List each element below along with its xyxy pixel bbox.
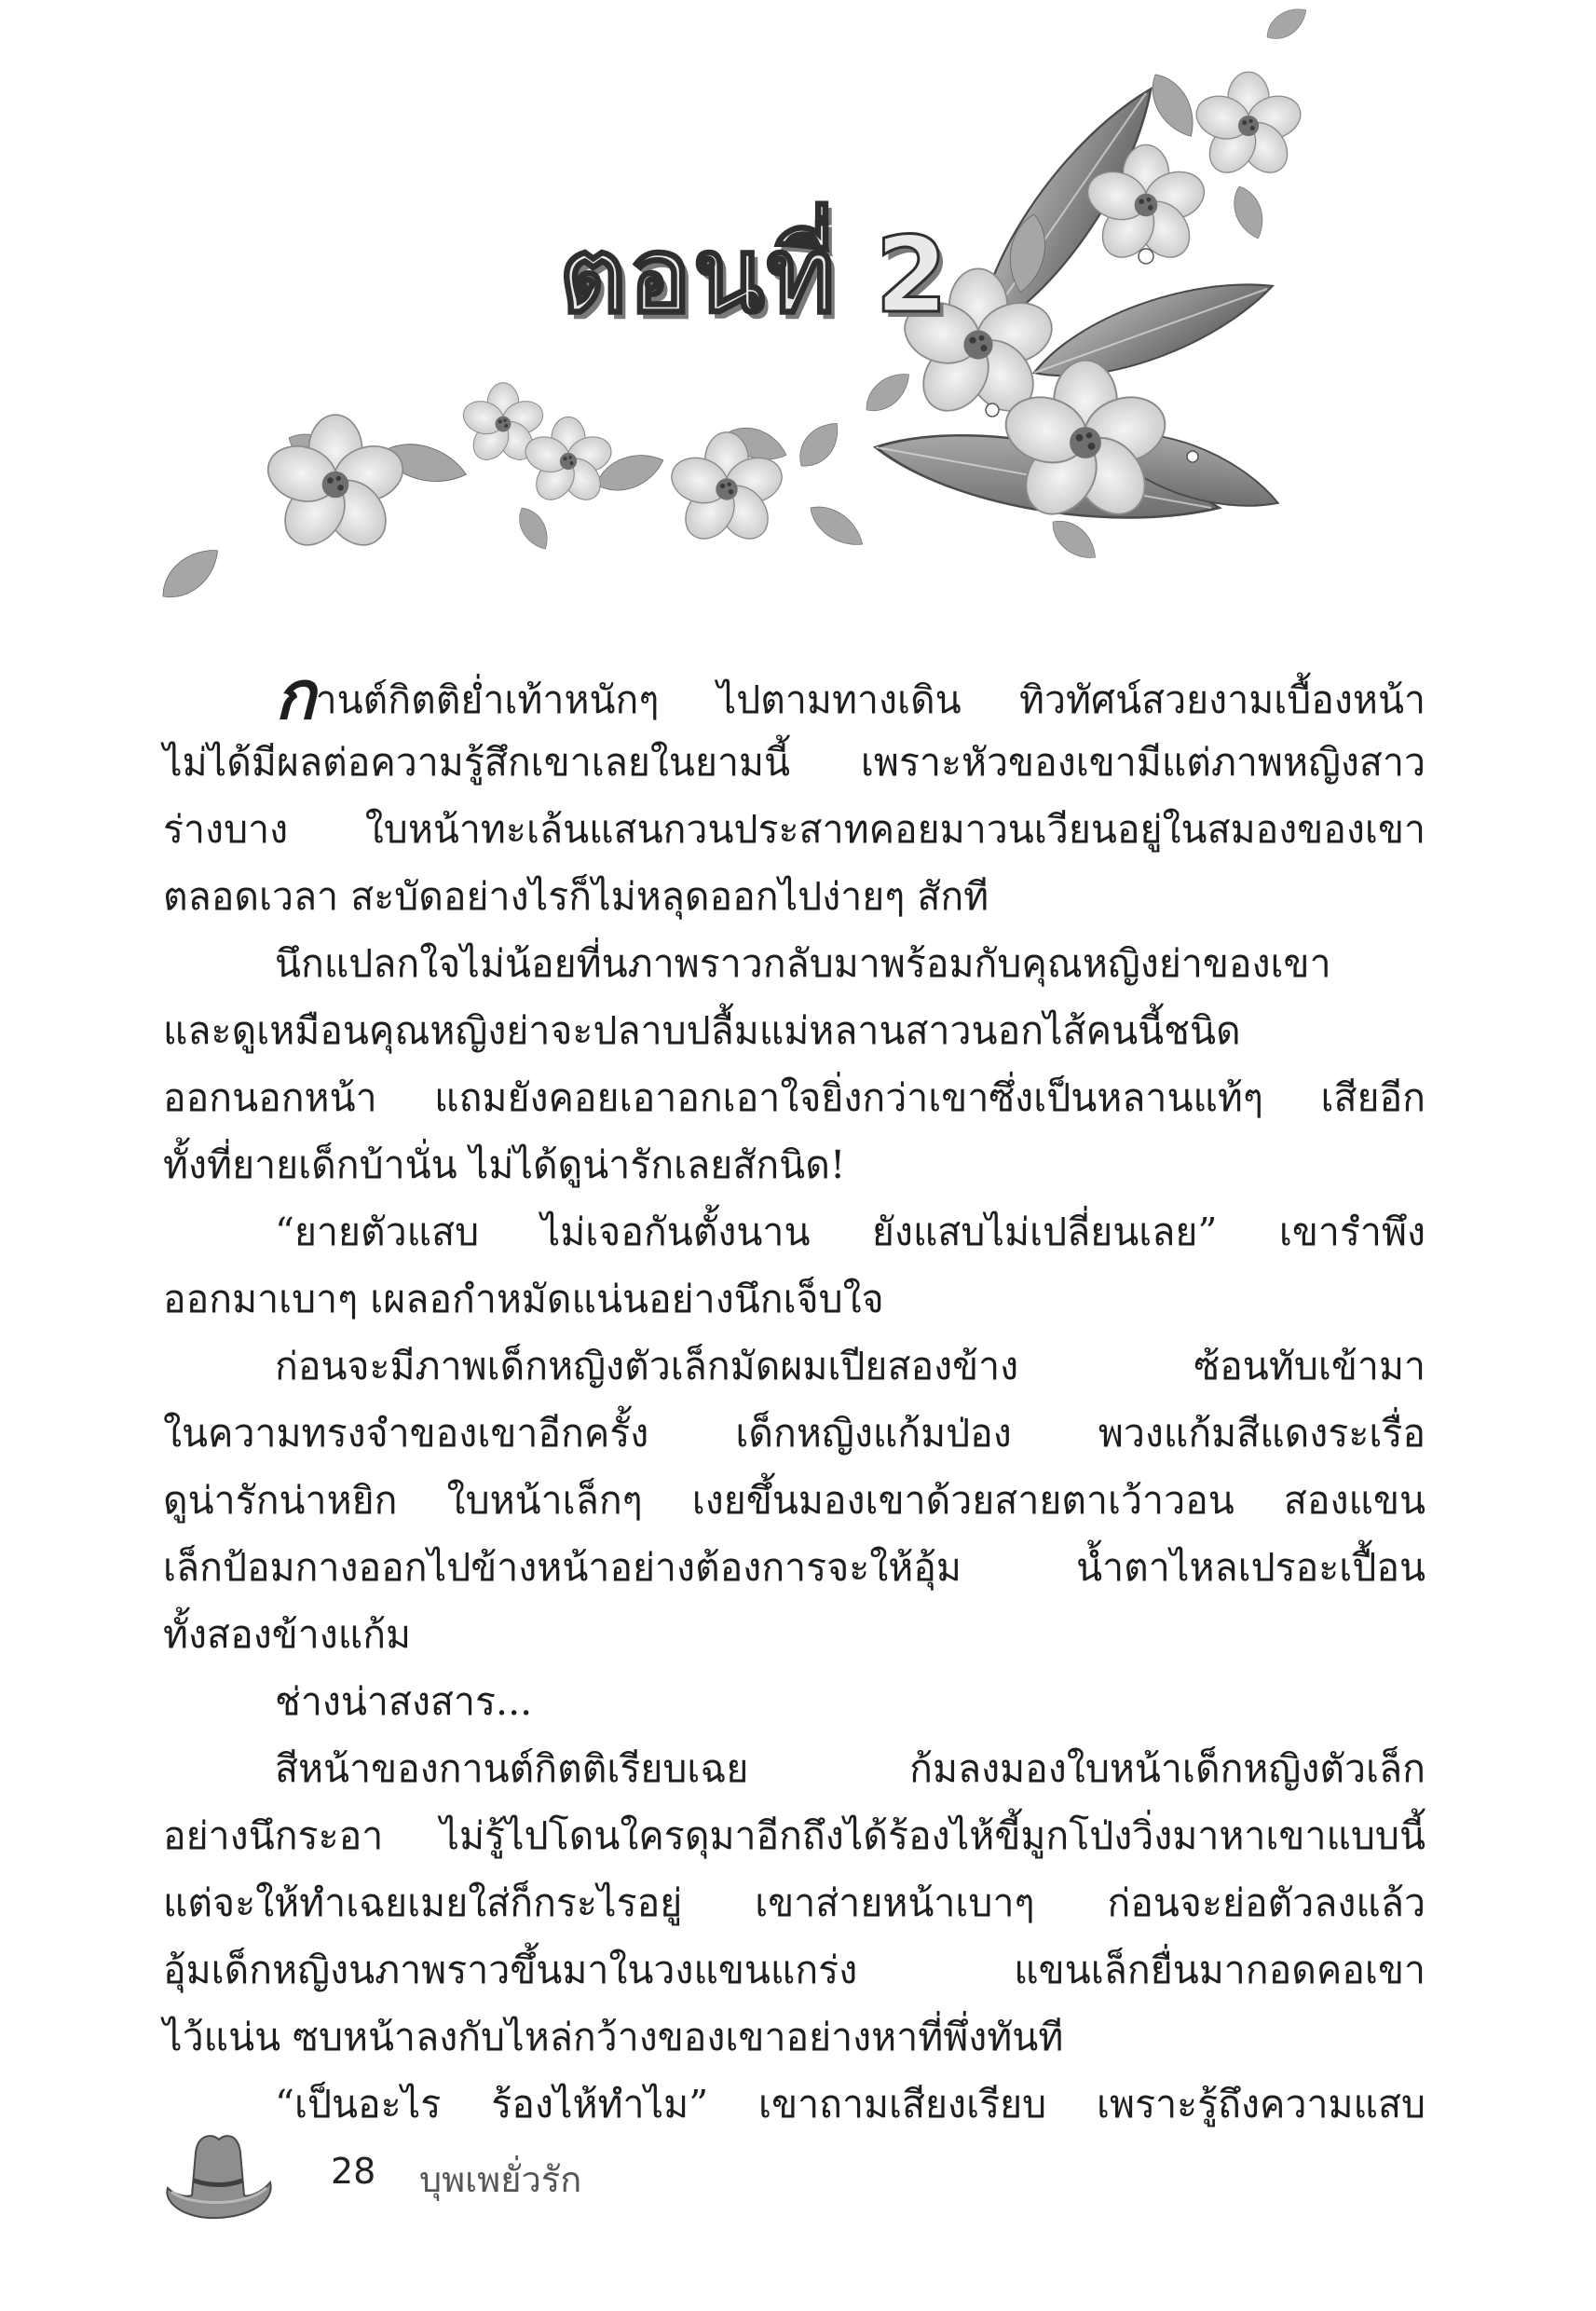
text-line [163, 655, 1425, 734]
chapter-title: ตอนที่ 2 [559, 215, 950, 336]
text-line: นึกแปลกใจไม่น้อยที่นภาพราวกลับมาพร้อมกับคุณหญิงย่าของเขา [275, 941, 1331, 986]
page-number: 28 [331, 2151, 376, 2192]
book-title: บุพเพยั่วรัก [419, 2159, 582, 2200]
text-line: ไม่ได้มีผลต่อความรู้สึกเขาเลยในยามนี้ เพราะหัวของเขามีแต่ภาพหญิงสาว [163, 740, 1425, 785]
story-body [163, 655, 1425, 2138]
text-line: เล็กป้อมกางออกไปข้างหน้าอย่างต้องการจะให้อุ้ม น้ำตาไหลเปรอะเปื้อน [163, 1545, 1425, 1590]
text-line: ออกมาเบาๆ เผลอกำหมัดแน่นอย่างนึกเจ็บใจ [163, 1277, 884, 1321]
text-line: ตลอดเวลา สะบัดอย่างไรก็ไม่หลุดออกไปง่ายๆ สักที [163, 874, 989, 919]
text-line: อย่างนึกระอา ไม่รู้ไปโดนใครดุมาอีกถึงได้ร้องไห้ขี้มูกโป่งวิ่งมาหาเขาแบบนี้ [163, 1813, 1425, 1858]
text-line: “ยายตัวแสบ ไม่เจอกันตั้งนาน ยังแสบไม่เปลี่ยนเลย” เขารำพึง [275, 1210, 1425, 1254]
text-line: อุ้มเด็กหญิงนภาพราวขึ้นมาในวงแขนแกร่ง แขนเล็กยื่นมากอดคอเขา [163, 1948, 1425, 1992]
cowboy-hat-icon [158, 2115, 280, 2227]
text-line: ก่อนจะมีภาพเด็กหญิงตัวเล็กมัดผมเปียสองข้าง ซ้อนทับเข้ามา [275, 1344, 1425, 1388]
page-footer [158, 2115, 997, 2227]
text-line: ทั้งสองข้างแก้ม [163, 1612, 412, 1657]
drop-cap: ก [275, 655, 316, 734]
text-line: ดูน่ารักน่าหยิก ใบหน้าเล็กๆ เงยขึ้นมองเขาด้วยสายตาเว้าวอน สองแขน [163, 1478, 1425, 1523]
text-line: และดูเหมือนคุณหญิงย่าจะปลาบปลื้มแม่หลานสาวนอกไส้คนนี้ชนิด [163, 1008, 1241, 1053]
text-line: ทั้งที่ยายเด็กบ้านั่น ไม่ได้ดูน่ารักเลยสักนิด! [163, 1142, 846, 1187]
text-line: ออกนอกหน้า แถมยังคอยเอาอกเอาใจยิ่งกว่าเขาซึ่งเป็นหลานแท้ๆ เสียอีก [163, 1075, 1425, 1120]
text-line: “เป็นอะไร ร้องไห้ทำไม” เขาถามเสียงเรียบ เพราะรู้ถึงความแสบ [275, 2082, 1425, 2126]
text-line: ช่างน่าสงสาร... [275, 1679, 533, 1724]
text-line: ไว้แน่น ซบหน้าลงกับไหล่กว้างของเขาอย่างหาที่พึ่งทันที [163, 2015, 1064, 2059]
text-line: แต่จะให้ทำเฉยเมยใส่ก็กระไรอยู่ เขาส่ายหน้าเบาๆ ก่อนจะย่อตัวลงแล้ว [163, 1880, 1425, 1925]
text-line-content: านต์กิตติย่ำเท้าหนักๆ ไปตามทางเดิน ทิวทัศน์สวยงามเบื้องหน้า [315, 677, 1425, 722]
text-line: ในความทรงจำของเขาอีกครั้ง เด็กหญิงแก้มป่อง พวงแก้มสีแดงระเรื่อ [163, 1411, 1425, 1456]
text-line: ร่างบาง ใบหน้าทะเล้นแสนกวนประสาทคอยมาวนเวียนอยู่ในสมองของเขา [163, 807, 1425, 852]
text-line: สีหน้าของกานต์กิตติเรียบเฉย ก้มลงมองใบหน้าเด็กหญิงตัวเล็ก [275, 1746, 1425, 1791]
